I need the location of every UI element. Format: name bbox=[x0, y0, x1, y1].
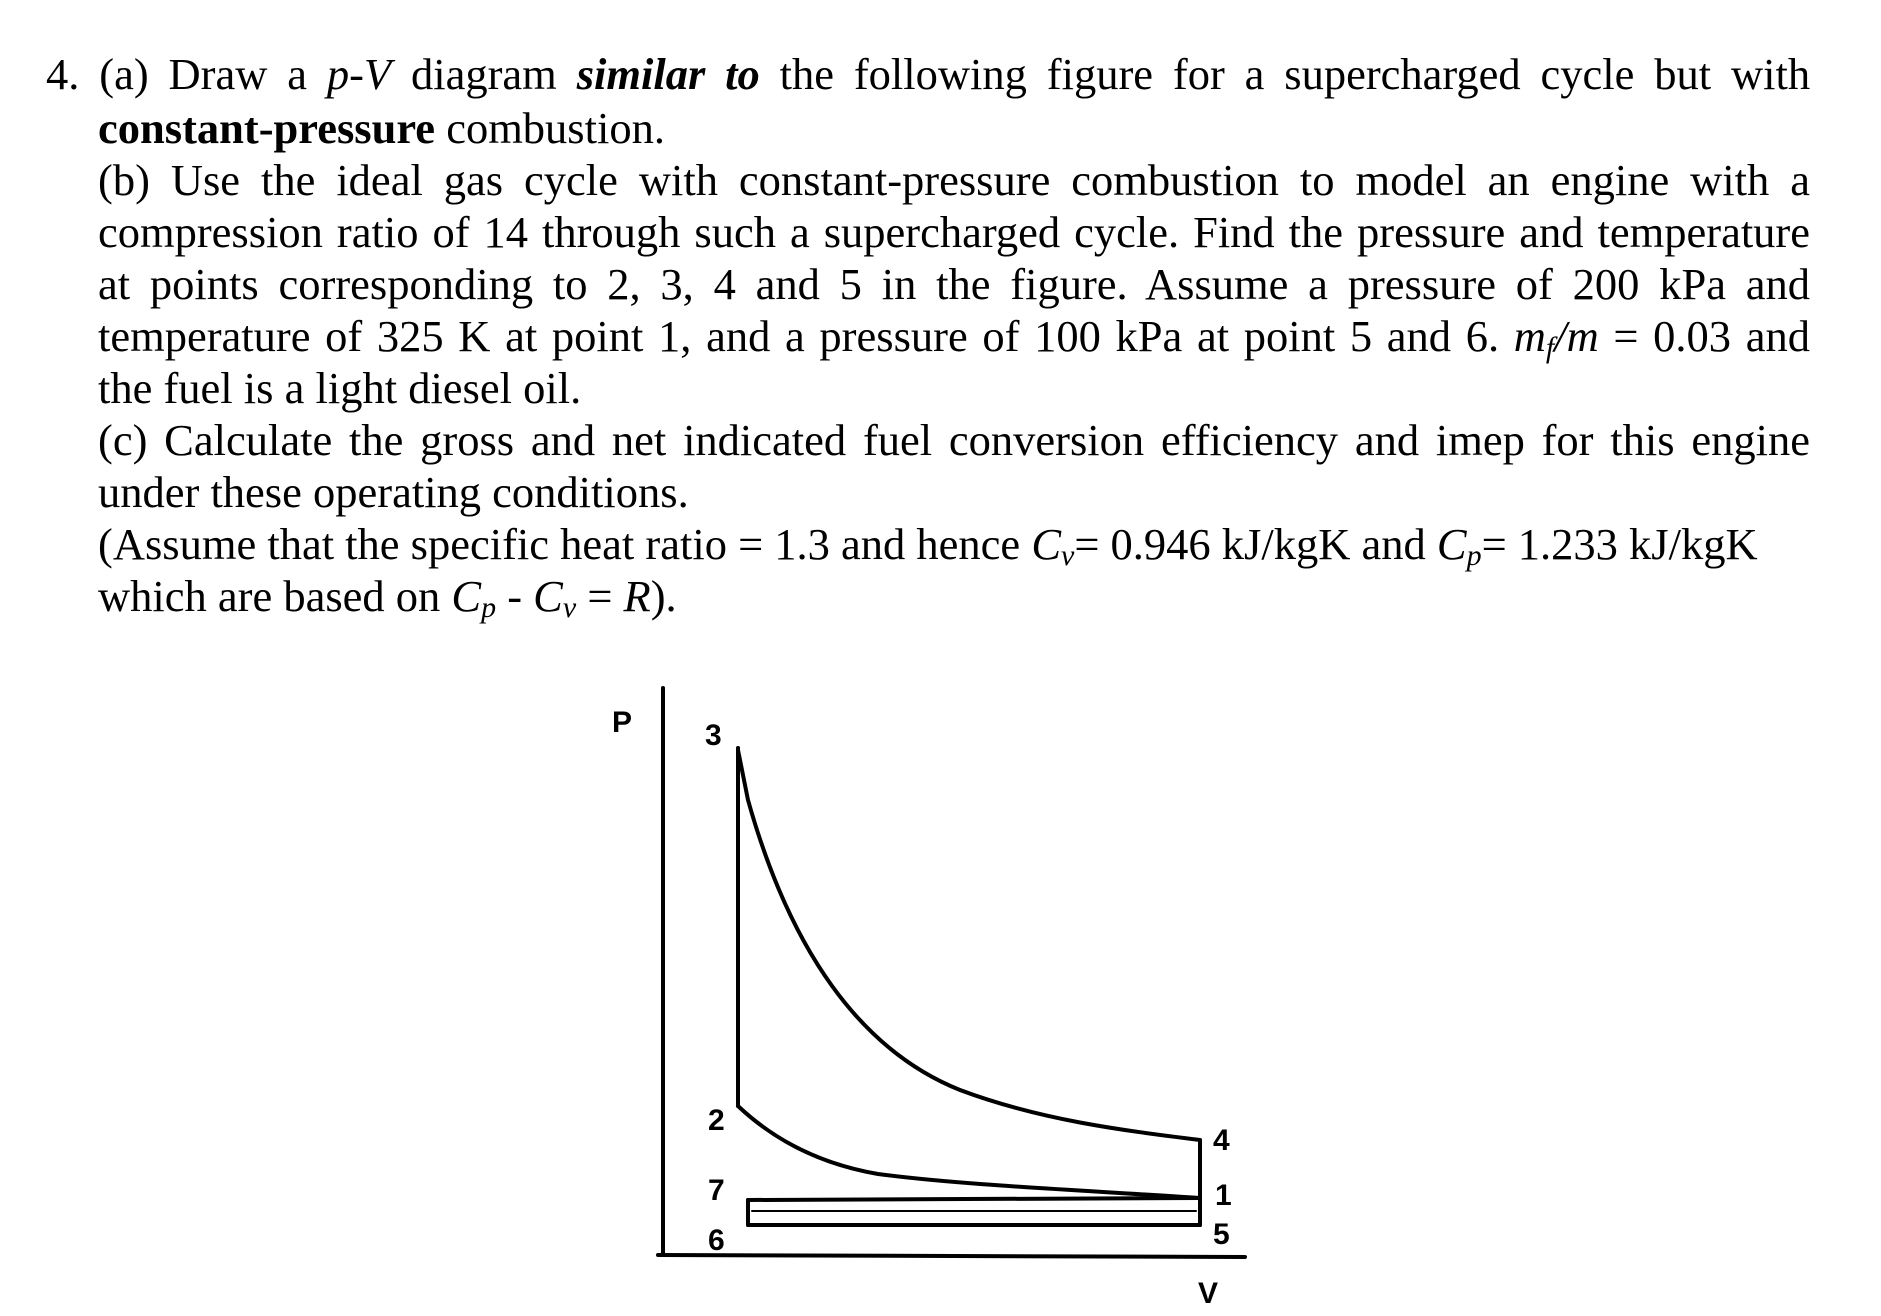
part-a-label: (a) bbox=[99, 49, 149, 99]
expansion-curve-3-4 bbox=[738, 750, 1200, 1140]
point-1-label: 1 bbox=[1215, 1179, 1232, 1212]
point-3-label: 3 bbox=[705, 719, 722, 752]
point-4-label: 4 bbox=[1213, 1124, 1230, 1157]
cp-symbol: $C_p$ bbox=[1436, 519, 1482, 572]
similar-to-emphasis: similar to bbox=[576, 49, 760, 99]
part-b-line-4: temperature of 325 K at point 1, and a pressure of 100 kPa at point 5 and 6. $m_f/m = 0.03$ and bbox=[98, 311, 1810, 364]
part-a-line-1: 4. (a) Draw a p-V diagram similar to the following figure for a supercharged cycle but with bbox=[46, 49, 1811, 99]
point-5-label: 5 bbox=[1213, 1218, 1230, 1251]
part-c-line-2: under these operating conditions. bbox=[98, 467, 689, 517]
part-b-line-3: at points corresponding to 2, 3, 4 and 5 in the figure. Assume a pressure of 200 kPa and bbox=[98, 259, 1810, 309]
pv-term: p-V bbox=[326, 49, 392, 99]
part-b-line-1: (b) Use the ideal gas cycle with constant-pressure combustion to model an engine with a bbox=[98, 155, 1810, 205]
point-2-label: 2 bbox=[708, 1104, 725, 1137]
constant-pressure-emphasis: constant-pressure bbox=[98, 103, 436, 153]
part-b-line-5: the fuel is a light diesel oil. bbox=[98, 363, 582, 413]
axis-p-label: P bbox=[612, 706, 633, 739]
part-c-line-1: (c) Calculate the gross and net indicated fuel conversion efficiency and imep for this engine bbox=[98, 415, 1810, 465]
v-axis bbox=[658, 1255, 1245, 1257]
intake-line-7-1 bbox=[748, 1198, 1200, 1200]
cv-symbol: $C_v$ bbox=[1031, 519, 1075, 572]
compression-curve-1-2 bbox=[738, 1106, 1200, 1198]
point-6-label: 6 bbox=[708, 1224, 725, 1257]
fuel-mass-ratio: $m_f/m$ bbox=[1513, 311, 1599, 364]
problem-number: 4. bbox=[46, 49, 80, 99]
assumption-line-1: (Assume that the specific heat ratio = 1.3 and hence $C_v= 0.946$ kJ/kgK and $C_p= 1.233$ kJ/kgK bbox=[98, 519, 1758, 572]
axis-v-label: V bbox=[1198, 1277, 1219, 1310]
point-7-label: 7 bbox=[708, 1174, 725, 1207]
part-a-line-2: constant-pressure combustion. bbox=[98, 103, 665, 153]
assumption-line-2: which are based on $C_p - C_v = R$). bbox=[98, 571, 677, 624]
part-b-line-2: compression ratio of 14 through such a supercharged cycle. Find the pressure and temperature bbox=[98, 207, 1810, 257]
